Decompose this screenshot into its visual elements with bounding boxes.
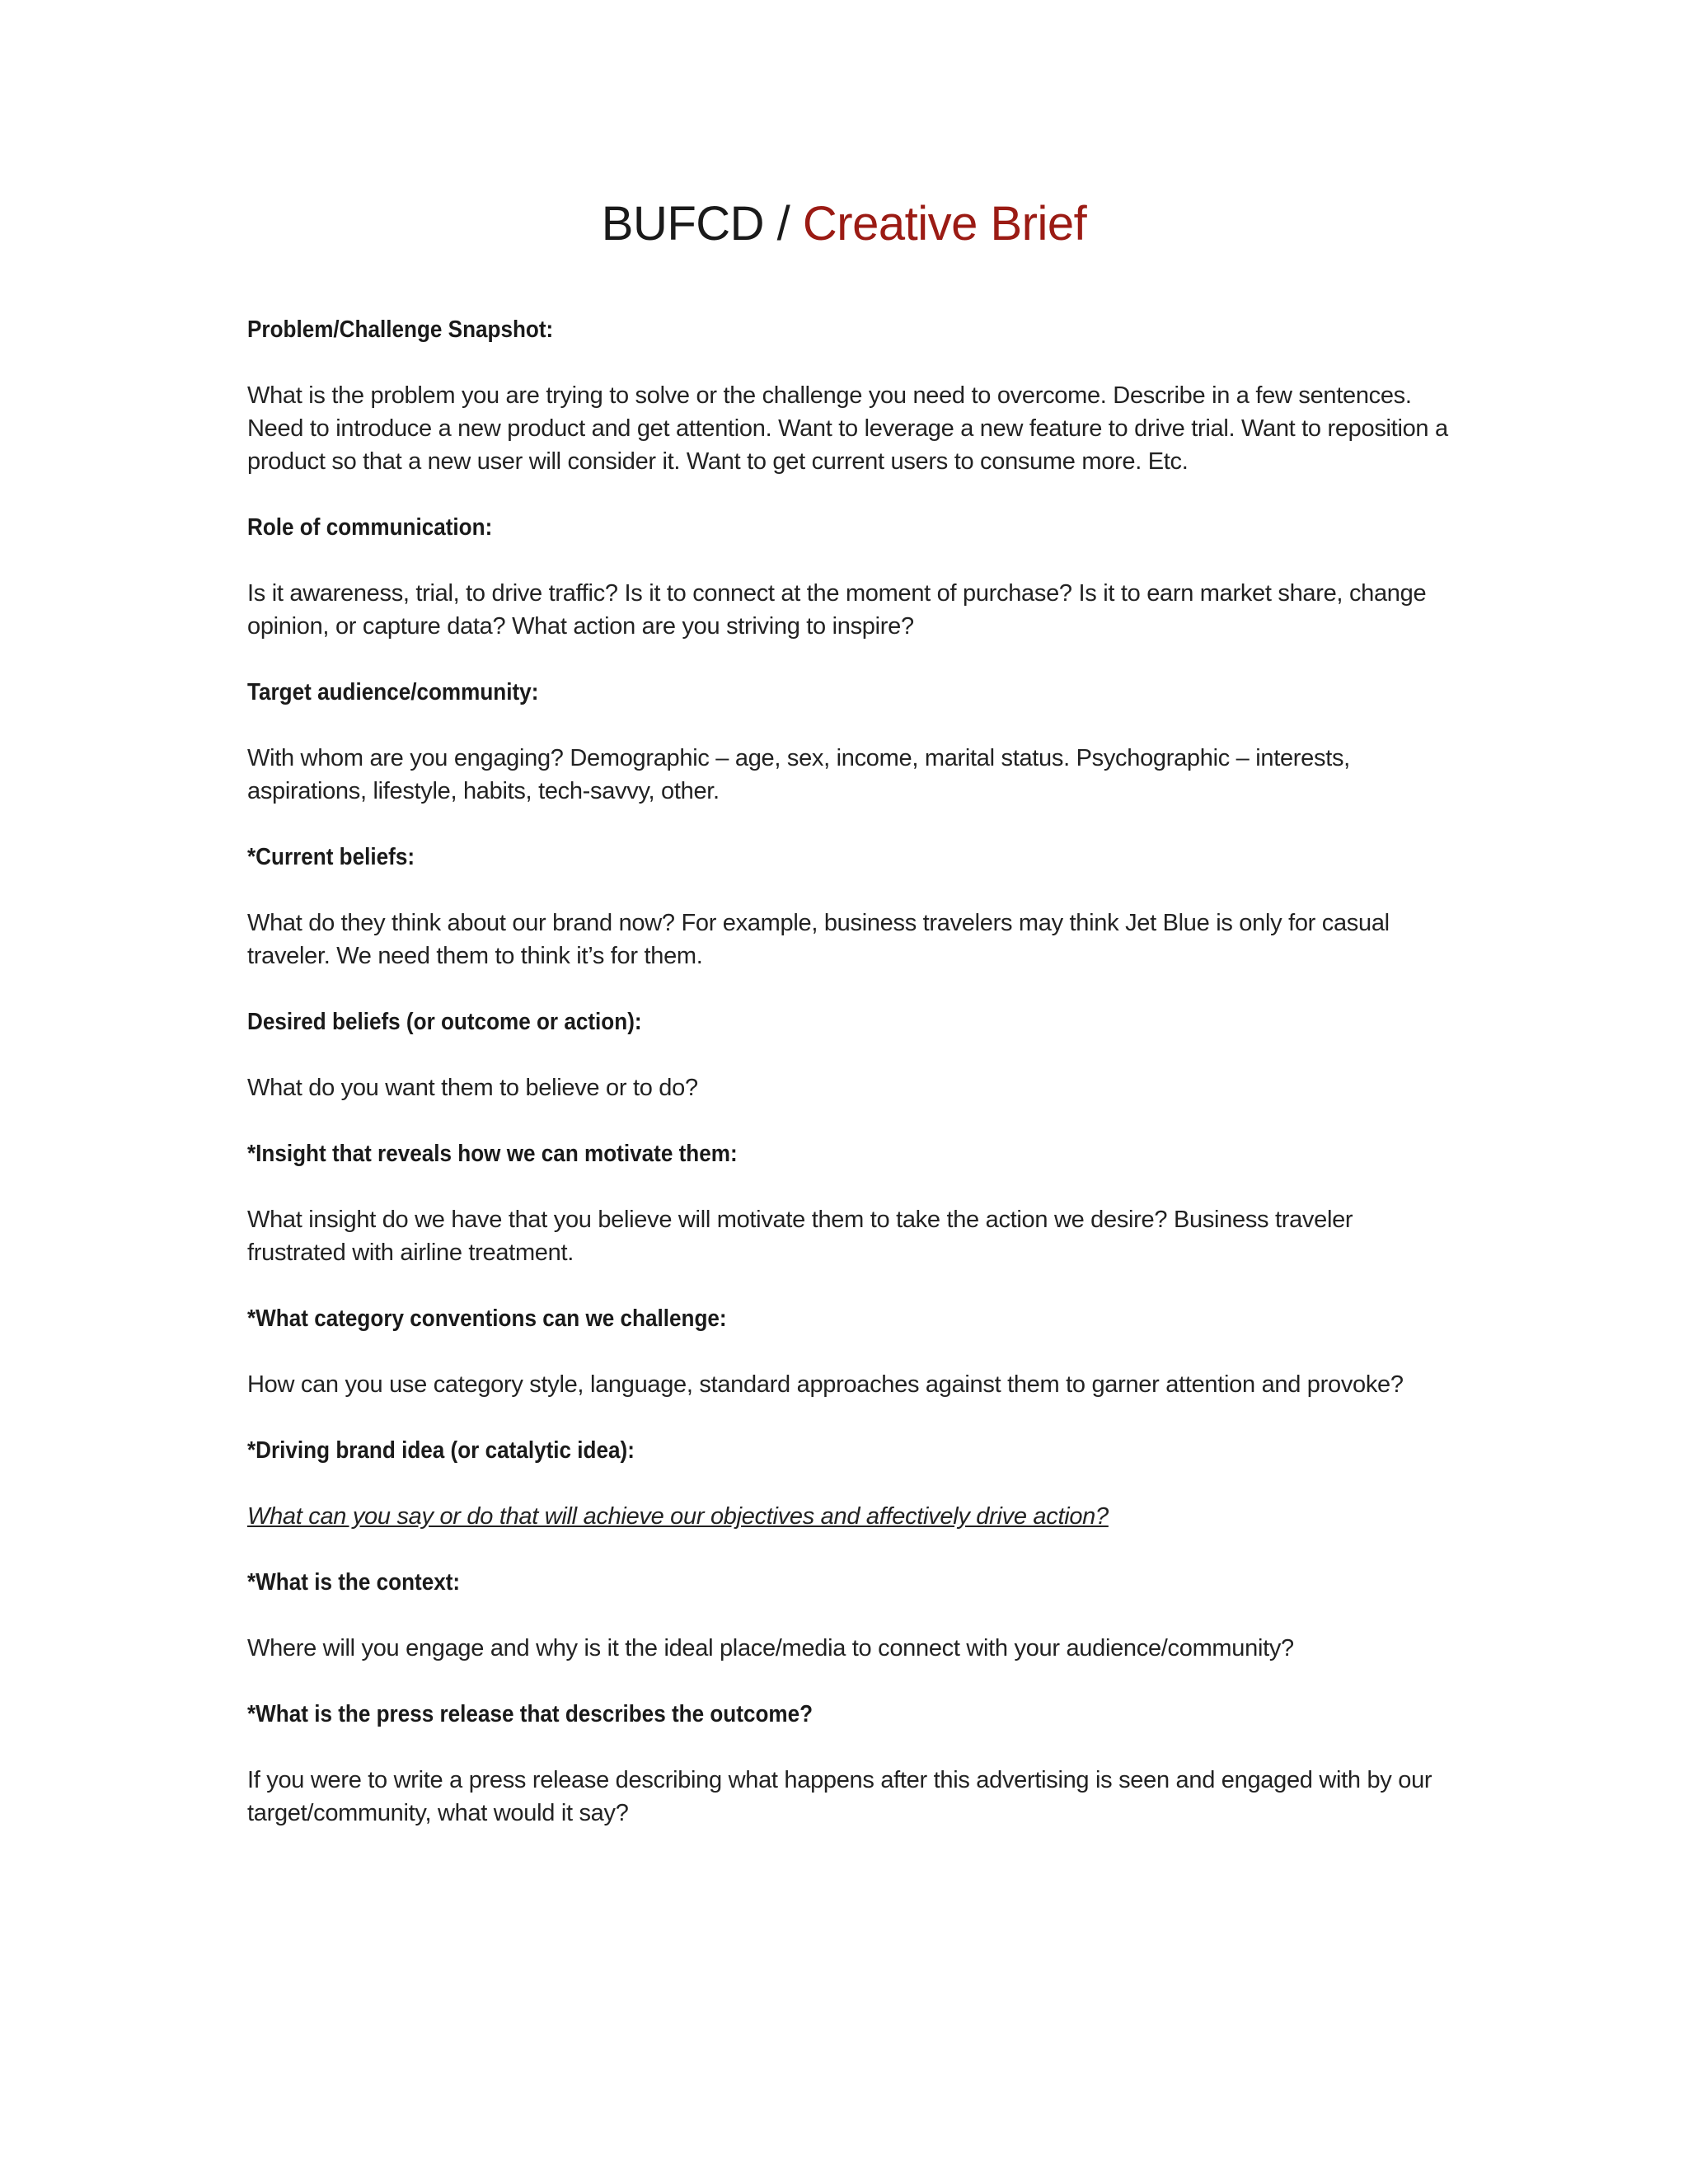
section-current-beliefs	[247, 841, 1451, 972]
page-title	[0, 191, 1688, 257]
section-heading: *Driving brand idea (or catalytic idea):	[247, 1437, 635, 1464]
section-body: What can you say or do that will achieve our objectives and affectively drive action?	[247, 1503, 1109, 1530]
section-body: What do they think about our brand now? For example, business travelers may think Jet Blue is only for casual traveler. We need them to think it’s for them.	[247, 910, 1390, 969]
section-driving-brand-idea	[247, 1434, 1451, 1533]
section-heading: Target audience/community:	[247, 679, 539, 705]
section-role-of-communication	[247, 511, 1451, 643]
section-body: Where will you engage and why is it the ideal place/media to connect with your audience/community?	[247, 1635, 1294, 1661]
section-body: What is the problem you are trying to solve or the challenge you need to overcome. Describe in a few sentences. Need to introduce a new product and get attention. Want to leverage a new feature to drive trial. Want to reposition a product so that a new user will consider it. Want to get current users to consume more. Etc.	[247, 382, 1448, 475]
section-body: With whom are you engaging? Demographic – age, sex, income, marital status. Psychographic – interests, aspirations, lifestyle, habits, tech-savvy, other.	[247, 745, 1350, 804]
section-body: How can you use category style, language, standard approaches against them to garner attention and provoke?	[247, 1371, 1404, 1398]
section-body: What insight do we have that you believe will motivate them to take the action we desire? Business traveler frustrated with airline treatment.	[247, 1207, 1353, 1266]
title-accent: Creative Brief	[802, 197, 1087, 251]
section-heading: Desired beliefs (or outcome or action):	[247, 1009, 642, 1035]
section-problem-challenge	[247, 313, 1451, 478]
title-main: BUFCD /	[601, 197, 803, 251]
section-category-conventions	[247, 1302, 1451, 1401]
section-heading: *What is the press release that describes the outcome?	[247, 1701, 814, 1727]
section-insight	[247, 1137, 1451, 1269]
section-body: What do you want them to believe or to do?	[247, 1075, 698, 1101]
section-desired-beliefs	[247, 1005, 1451, 1104]
section-target-audience	[247, 676, 1451, 808]
section-press-release	[247, 1698, 1451, 1830]
section-body: Is it awareness, trial, to drive traffic? Is it to connect at the moment of purchase? Is it to earn market share, change opinion, or capture data? What action are you striving to inspire?	[247, 580, 1427, 640]
section-heading: Role of communication:	[247, 514, 493, 541]
section-body: If you were to write a press release describing what happens after this advertising is seen and engaged with by our target/community, what would it say?	[247, 1767, 1432, 1826]
brief-content	[247, 313, 1451, 1863]
section-heading: *Insight that reveals how we can motivate them:	[247, 1141, 738, 1167]
section-context	[247, 1566, 1451, 1665]
section-heading: Problem/Challenge Snapshot:	[247, 316, 554, 343]
section-heading: *Current beliefs:	[247, 844, 415, 870]
section-heading: *What category conventions can we challenge:	[247, 1305, 727, 1332]
section-heading: *What is the context:	[247, 1569, 461, 1596]
